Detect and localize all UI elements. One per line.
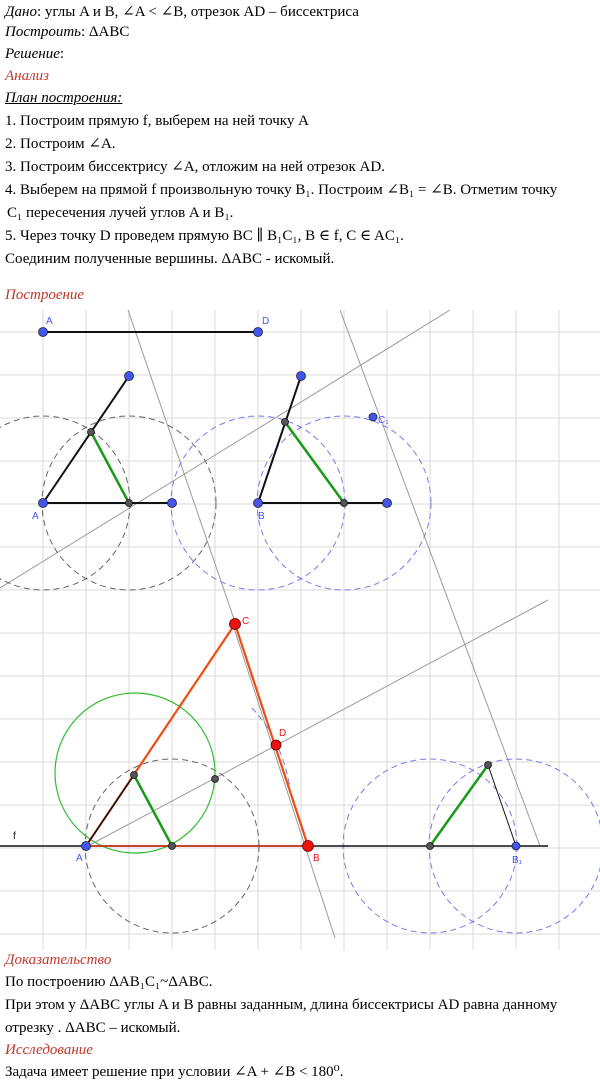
point-B1 [512, 842, 520, 850]
label-A-mid: A [32, 511, 39, 522]
construction-heading: Построение [5, 287, 85, 303]
given-text: : углы A и B, ∠A < ∠B, отрезок AD – биссектриса [37, 4, 359, 20]
point-C [230, 619, 241, 630]
construct-label: Построить [5, 24, 81, 40]
step-3: 3. Построим биссектрису ∠A, отложим на ней отрезок AD. [5, 159, 385, 175]
step-2: 2. Построим ∠A. [5, 136, 116, 152]
proof-line-2: При этом у ΔABC углы A и B равны заданным, длина биссектрисы AD равна данному [5, 997, 558, 1013]
label-D: D [279, 728, 287, 739]
blue-circles [171, 416, 600, 933]
point-A-mid [39, 499, 48, 508]
construct-text: : ΔABC [80, 24, 130, 40]
label-A-top: A [46, 316, 53, 327]
proof-line-3: отрезку . ΔABC – искомый. [5, 1020, 181, 1036]
label-f: f [13, 831, 16, 842]
step-4-cont: C₁ пересечения лучей углов A и B₁. [7, 205, 234, 221]
given-label: Дано [5, 4, 37, 20]
step-5: 5. Через точку D проведем прямую BC ∥ B₁C₁, B ∈ f, C ∈ AC₁. [5, 228, 404, 244]
bisector-A-given [91, 432, 129, 503]
research-text: Задача имеет решение при условии ∠A + ∠B < 180⁰. [5, 1064, 344, 1080]
proof-line-1: По построению ΔAB₁C₁~ΔABC. [5, 974, 213, 990]
label-A-bottom: A [76, 853, 83, 864]
solution-line [5, 44, 64, 64]
given-line [5, 2, 359, 22]
label-C1: C₁ [378, 415, 389, 426]
solution-text: : [59, 46, 65, 62]
proof-heading: Доказательство [5, 952, 112, 968]
construct-line [5, 22, 129, 42]
label-B-mid: B [258, 511, 265, 522]
angle-B-given [258, 376, 387, 503]
point-D [271, 740, 281, 750]
point-B [303, 841, 314, 852]
conclusion-line: Соединим полученные вершины. ΔABC - искомый. [5, 251, 335, 267]
research-heading: Исследование [5, 1042, 93, 1058]
point-B-mid [254, 499, 263, 508]
construction-figure [0, 310, 600, 950]
label-B1: B₁ [512, 855, 523, 866]
point-D-top [254, 328, 263, 337]
point-C1 [369, 413, 377, 421]
angle-A-given [43, 376, 172, 503]
point-A-top [39, 328, 48, 337]
label-C: C [242, 616, 250, 627]
point-A-bottom [82, 842, 91, 851]
grid [0, 310, 600, 950]
solution-label: Решение [5, 46, 60, 62]
step-1: 1. Построим прямую f, выберем на ней точку A [5, 113, 309, 129]
label-D-top: D [262, 316, 270, 327]
label-B: B [313, 853, 320, 864]
analysis-heading: Анализ [5, 68, 49, 84]
plan-heading: План построения: [5, 90, 123, 106]
step-4: 4. Выберем на прямой f произвольную точку B₁. Построим ∠B₁ = ∠B. Отметим точку [5, 182, 558, 198]
triangle-ABC [86, 624, 308, 846]
